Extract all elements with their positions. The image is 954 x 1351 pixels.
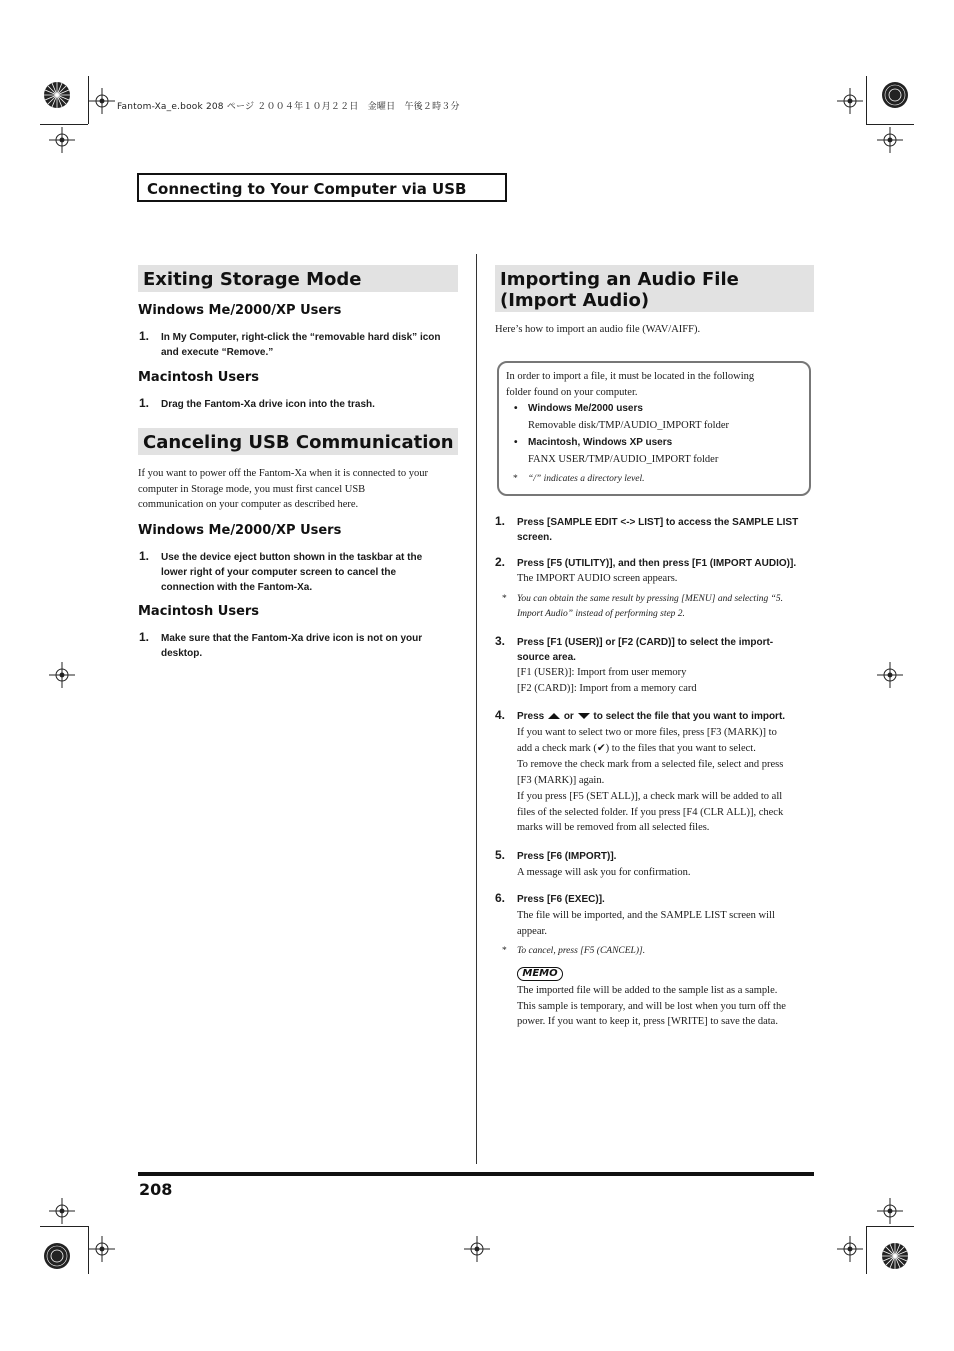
- step-item: [495, 634, 814, 666]
- column-divider: [476, 254, 477, 1164]
- step-text: Use the device eject button shown in the taskbar at the lower right of your computer screen to cancel the connection with the Fantom-Xa.: [161, 552, 423, 593]
- starburst-mark-icon: [43, 1242, 71, 1270]
- step-number: 3.: [495, 634, 506, 648]
- step-text: In My Computer, right-click the “removable hard disk” icon and execute “Remove.”: [161, 332, 441, 358]
- registration-mark-icon: [89, 88, 115, 114]
- registration-mark-icon: [877, 127, 903, 153]
- sub-heading-windows: Windows Me/2000/XP Users: [138, 303, 342, 318]
- step-number: 1.: [139, 396, 150, 410]
- step-item: [495, 848, 814, 866]
- section-title: Canceling USB Communication: [138, 428, 458, 455]
- registration-mark-icon: [49, 662, 75, 688]
- cursor-up-icon: [547, 711, 561, 721]
- bullet-item: • Macintosh, Windows XP users: [514, 437, 673, 448]
- step-item: [139, 630, 459, 662]
- registration-mark-icon: [877, 1198, 903, 1224]
- intro-paragraph: If you want to power off the Fantom-Xa when it is connected to your computer in Storage mode, you must first cancel USB communication on your computer as described here.: [138, 468, 428, 510]
- step-number: 4.: [495, 708, 506, 722]
- step-number: 1.: [139, 329, 150, 343]
- step-text: Press [F6 (IMPORT)].: [517, 851, 617, 862]
- step-item: [139, 396, 459, 414]
- step-note: * You can obtain the same result by pressing [MENU] and selecting “5. Import Audio” instead of performing step 2.: [502, 594, 783, 619]
- starburst-mark-icon: [43, 81, 71, 109]
- page-number: 208: [139, 1180, 173, 1199]
- footer-rule: [138, 1172, 814, 1176]
- step-item: [495, 514, 814, 546]
- section-title: Exiting Storage Mode: [138, 265, 458, 292]
- registration-mark-icon: [837, 1236, 863, 1262]
- chapter-title: Connecting to Your Computer via USB: [137, 173, 507, 202]
- step-item: [495, 891, 814, 909]
- step-number: 2.: [495, 555, 506, 569]
- step-body: A message will ask you for confirmation.: [517, 867, 691, 878]
- sub-heading-windows: Windows Me/2000/XP Users: [138, 523, 342, 538]
- step-number: 1.: [495, 514, 506, 528]
- registration-mark-icon: [877, 662, 903, 688]
- step-text: Press or to select the file that you want to import.: [517, 711, 786, 722]
- registration-mark-icon: [837, 88, 863, 114]
- info-box-note: * “/” indicates a directory level.: [513, 474, 645, 484]
- step-text: Press [F5 (UTILITY)], and then press [F1 (IMPORT AUDIO)].: [517, 558, 797, 569]
- step-item: [139, 329, 459, 361]
- step-number: 6.: [495, 891, 506, 905]
- step-text: Drag the Fantom-Xa drive icon into the trash.: [161, 399, 375, 410]
- step-text: Press [SAMPLE EDIT <-> LIST] to access the SAMPLE LIST screen.: [517, 517, 799, 543]
- registration-mark-icon: [464, 1236, 490, 1262]
- info-box-text: In order to import a file, it must be located in the following folder found on your computer.: [506, 371, 755, 398]
- print-info: Fantom-Xa_e.book 208 ページ ２００４年１０月２２日 金曜日 午後２時３分: [117, 102, 460, 112]
- step-number: 1.: [139, 549, 150, 563]
- folder-path: FANX USER/TMP/AUDIO_IMPORT folder: [528, 454, 719, 465]
- registration-mark-icon: [89, 1236, 115, 1262]
- bullet-item: • Windows Me/2000 users: [514, 403, 643, 414]
- sub-heading-macintosh: Macintosh Users: [138, 604, 260, 619]
- step-note: * To cancel, press [F5 (CANCEL)].: [502, 946, 646, 956]
- sub-heading-macintosh: Macintosh Users: [138, 370, 260, 385]
- cursor-down-icon: [577, 711, 591, 721]
- step-body: [F1 (USER)]: Import from user memory [F2 (CARD)]: Import from a memory card: [517, 667, 697, 694]
- step-body: The IMPORT AUDIO screen appears.: [517, 573, 678, 584]
- step-item: [495, 708, 814, 726]
- intro-paragraph: Here’s how to import an audio file (WAV/AIFF).: [495, 324, 701, 335]
- starburst-mark-icon: [881, 81, 909, 109]
- section-title: Importing an Audio File (Import Audio): [495, 265, 814, 312]
- step-body: The file will be imported, and the SAMPLE LIST screen will appear.: [517, 910, 775, 937]
- step-text: Press [F6 (EXEC)].: [517, 894, 605, 905]
- step-text: Press [F1 (USER)] or [F2 (CARD)] to select the import- source area.: [517, 637, 774, 663]
- memo-badge: MEMO: [517, 967, 563, 981]
- folder-path: Removable disk/TMP/AUDIO_IMPORT folder: [528, 420, 729, 431]
- step-body: If you want to select two or more files, press [F3 (MARK)] to add a check mark (✔) to the files that you want to select. To remove the check mark from a selected file, select and press [F3 (MARK)] again. If you press [F5 (SET ALL)], a check mark will be added to all files of the selected folder. If you press [F4 (CLR ALL)], check marks will be removed from all selected files.: [517, 727, 784, 833]
- memo-text: The imported file will be added to the sample list as a sample. This sample is temporary, and will be lost when you turn off the power. If you want to keep it, press [WRITE] to save the data.: [517, 985, 786, 1027]
- registration-mark-icon: [49, 127, 75, 153]
- step-text: Make sure that the Fantom-Xa drive icon is not on your desktop.: [161, 633, 423, 659]
- step-number: 1.: [139, 630, 150, 644]
- step-number: 5.: [495, 848, 506, 862]
- registration-mark-icon: [49, 1198, 75, 1224]
- step-item: [139, 549, 459, 597]
- starburst-mark-icon: [881, 1242, 909, 1270]
